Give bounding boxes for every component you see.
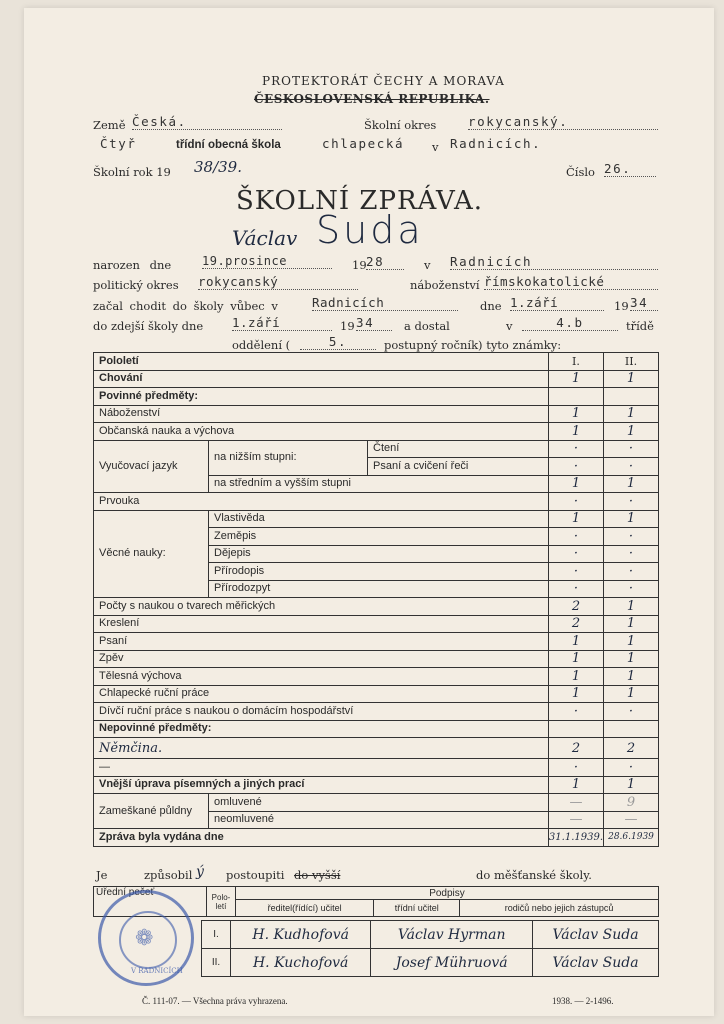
zpev-label: Zpěv [94,650,549,668]
grade-cell: 2 [604,738,659,759]
student-first-name: Václav [232,226,298,250]
footer-right: 1938. — 2-1496. [552,996,614,1006]
prirodopis-label: Přírodopis [209,563,549,581]
nabozenstvi-label: náboženství [410,278,480,292]
kresleni-label: Kreslení [94,615,549,633]
parent-signature-ii: Václav Suda [533,949,659,977]
mestanske-label: do měšťanské školy. [476,868,592,882]
table-row [94,370,659,388]
okres-label: Školní okres [364,118,437,132]
omluvene-label: omluvené [209,794,549,812]
psani-cviceni-label: Psaní a cvičení řeči [368,458,549,476]
podpisy-label: Podpisy [236,887,659,900]
vecne-label: Věcné nauky: [94,510,209,598]
born-year-prefix: 19 [352,258,367,272]
narozen-label: narozen dne [93,258,172,272]
grade-cell: · [548,493,603,511]
footer-left: Č. 111-07. — Všechna práva vyhrazena. [142,996,288,1006]
stamp-label: Úřední pečeť [94,887,207,917]
table-row [94,598,659,616]
school-place-value: Radnicích. [450,136,542,151]
grade-cell: · [604,458,659,476]
zemepis-label: Zeměpis [209,528,549,546]
nabozenstvi-label: Náboženství [94,405,549,423]
grade-cell: 2 [548,738,603,759]
grade-cell: 1 [604,475,659,493]
vnejsi-label: Vnější úprava písemných a jiných prací [94,776,549,794]
vyucovaci-label: Vyučovací jazyk [94,440,209,493]
grade-cell: 1 [604,776,659,794]
dejepis-label: Dějepis [209,545,549,563]
grade-cell: · [548,458,603,476]
cislo-value: 26. [604,161,656,177]
grade-cell: · [604,563,659,581]
grade-cell: 1 [604,598,659,616]
term-i: I. [202,921,231,949]
teacher-signature-i: Václav Hyrman [371,921,533,949]
table-row [94,668,659,686]
official-stamp [98,890,194,986]
grades-table [93,352,659,847]
grade-cell: 1 [604,423,659,441]
table-row [94,794,659,812]
nizsi-label: na nižším stupni: [209,440,368,475]
grade-cell: 1 [548,405,603,423]
grade-cell: 1 [548,510,603,528]
signatures-rows [201,920,659,977]
optional-empty-label: — [94,759,549,777]
school-gender-value: chlapecká [322,136,405,151]
table-row [94,510,659,528]
director-signature-i: H. Kudhofová [231,921,371,949]
table-row [94,720,659,738]
grade-cell: — [548,794,603,812]
local-year-prefix: 19 [340,319,355,333]
director-signature-ii: H. Kuchofová [231,949,371,977]
grade-cell: 1 [604,370,659,388]
started-place: Radnicích [312,295,458,311]
cislo-label: Číslo [566,165,595,179]
obcanska-label: Občanská nauka a výchova [94,423,549,441]
signature-row [202,949,659,977]
table-row [94,615,659,633]
rodice-label: rodičů nebo jejich zástupců [460,900,659,917]
started-year: 34 [630,295,658,311]
prvouka-label: Prvouka [94,493,549,511]
grade-cell: 1 [604,615,659,633]
student-last-name: Suda [316,208,424,252]
stamp-text: V RADNICÍCH [131,967,183,975]
chlapecke-label: Chlapecké ruční práce [94,685,549,703]
table-row [94,440,659,458]
grade-cell: 1 [604,405,659,423]
postupny-label: postupný ročník) tyto známky: [384,338,562,352]
religion: římskokatolické [484,274,658,290]
neomluvene-label: neomluvené [209,811,549,829]
politicky-label: politický okres [93,278,179,292]
school-type-label: třídní obecná škola [176,139,281,151]
do-vyssi-label: do vyšší [294,868,341,882]
prirodozpyt-label: Přírodozpyt [209,580,549,598]
grade-cell: · [548,440,603,458]
grade-cell: 1 [548,475,603,493]
political-district: rokycanský [198,274,358,290]
grade-cell: — [604,811,659,829]
started-date: 1.září [510,295,604,311]
grade-cell: 1 [604,668,659,686]
zeme-label: Země [93,118,126,132]
issue-date-i: 31.1.1939. [548,829,603,847]
stredni-label: na středním a vyšším stupni [209,475,549,493]
table-row [94,759,659,777]
table-row [94,650,659,668]
table-row [94,703,659,721]
oddeleni-value: 5. [300,334,376,350]
postoupiti-label: postoupiti [226,868,285,882]
zpusobil-value: ý [196,864,204,880]
school-type-value: Čtyř [100,136,137,151]
zacal-label: začal chodit do školy vůbec v [93,299,278,313]
started-year-prefix: 19 [614,299,629,313]
table-row [94,493,659,511]
v-label: v [432,140,439,154]
grade-cell: · [604,440,659,458]
grade-cell: · [548,759,603,777]
school-year-value: 38/39. [194,158,242,176]
nemcina-label: Němčina. [94,738,549,759]
table-row [94,423,659,441]
chovani-label: Chování [94,370,549,388]
grade-cell: 1 [548,668,603,686]
grade-cell: 1 [604,510,659,528]
report-title: ŠKOLNÍ ZPRÁVA. [236,186,484,216]
table-row [94,633,659,651]
dostal-label: a dostal [404,319,450,333]
table-row [94,685,659,703]
grade-cell: 9 [604,794,659,812]
tridni-label: třídní učitel [374,900,460,917]
telesna-label: Tělesná výchova [94,668,549,686]
grade-cell: · [604,580,659,598]
je-label: Je [96,868,108,882]
parent-signature-i: Václav Suda [533,921,659,949]
pocty-label: Počty s naukou o tvarech měřických [94,598,549,616]
table-row [94,353,659,371]
zdejsi-label: do zdejší školy dne [93,319,204,333]
protectorate-header: PROTEKTORÁT ČECHY A MORAVA [262,74,505,88]
table-row [94,738,659,759]
republic-header: ČESKOSLOVENSKÁ REPUBLIKA. [254,92,490,106]
signature-row [202,921,659,949]
psani-label: Psaní [94,633,549,651]
povinne-label: Povinné předměty: [94,388,549,406]
born-place: Radnicích [450,254,658,270]
grade-cell: 2 [548,598,603,616]
class-value: 4.b [522,315,618,331]
zpusobil-label: způsobil [144,868,193,882]
emblem-icon: ❁ [135,926,154,951]
grade-cell: 2 [548,615,603,633]
oddeleni-label: oddělení ( [232,338,291,352]
local-date: 1.září [232,315,332,331]
started-dne-label: dne [480,299,502,313]
reditel-label: ředitel(řídící) učitel [236,900,374,917]
born-date: 19.prosince [202,254,332,269]
grade-cell: 1 [548,685,603,703]
grade-cell: 1 [548,423,603,441]
col-i-header: I. [548,353,603,371]
born-year: 28 [366,254,404,270]
table-row [94,388,659,406]
pololeti-label: Polo-letí [207,887,236,917]
school-year-label: Školní rok 19 [93,165,171,179]
grade-cell: 1 [548,776,603,794]
issue-date-ii: 28.6.1939 [604,829,659,847]
nepovinne-label: Nepovinné předměty: [94,720,549,738]
zameskane-label: Zameškané půldny [94,794,209,829]
grade-cell: · [604,528,659,546]
grade-cell: 1 [604,650,659,668]
divci-label: Dívčí ruční práce s naukou o domácím hospodářství [94,703,549,721]
cteni-label: Čtení [368,440,549,458]
grade-cell: · [604,493,659,511]
col-ii-header: II. [604,353,659,371]
vlastiveda-label: Vlastivěda [209,510,549,528]
class-v-label: v [506,319,513,333]
okres-value: rokycanský. [468,114,658,130]
grade-cell: · [548,563,603,581]
table-row [94,776,659,794]
grade-cell: — [548,811,603,829]
grade-cell: · [604,703,659,721]
local-year: 34 [356,315,392,331]
grade-cell: · [604,545,659,563]
tride-label: třídě [626,319,654,333]
table-row [94,829,659,847]
grade-cell: 1 [604,633,659,651]
grade-cell: 1 [604,685,659,703]
grade-cell: · [548,545,603,563]
zprava-label: Zpráva byla vydána dne [94,829,549,847]
term-ii: II. [202,949,231,977]
grade-cell: 1 [548,650,603,668]
grade-cell: · [548,703,603,721]
grade-cell: · [548,580,603,598]
grade-cell: 1 [548,633,603,651]
grade-cell: · [548,528,603,546]
born-v-label: v [424,258,431,272]
grade-cell: · [604,759,659,777]
table-row [94,405,659,423]
pololeti-header: Pololetí [94,353,549,371]
grade-cell: 1 [548,370,603,388]
zeme-value: Česká. [132,114,282,130]
teacher-signature-ii: Josef Mühruová [371,949,533,977]
